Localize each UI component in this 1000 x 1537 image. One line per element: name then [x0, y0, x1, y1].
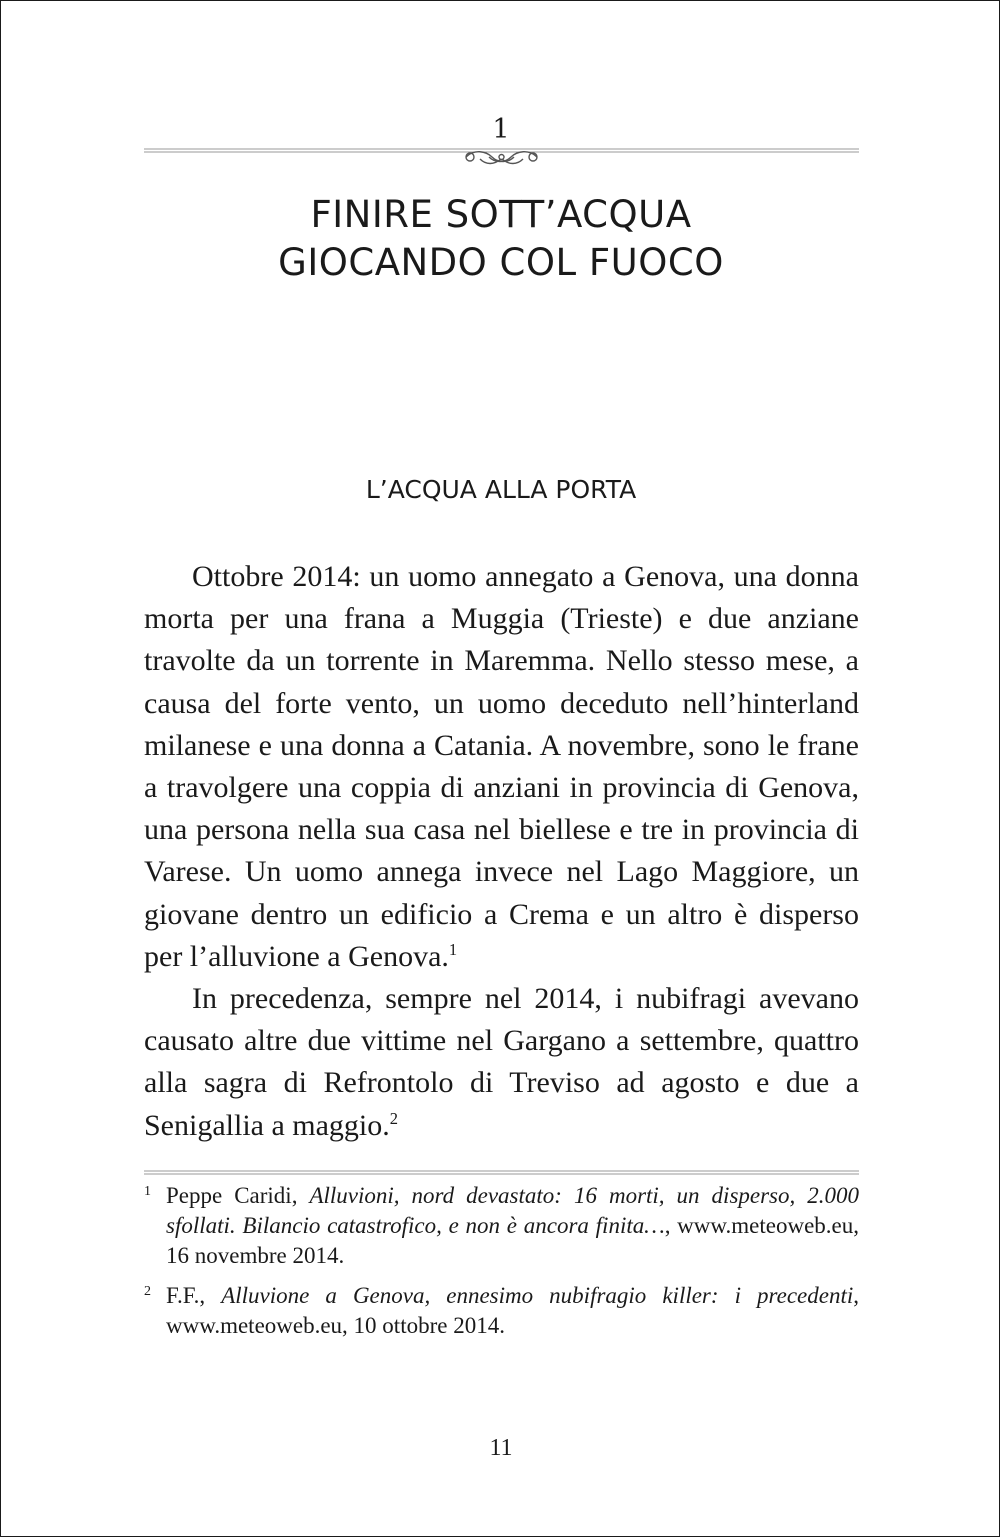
section-heading: L’ACQUA ALLA PORTA: [365, 475, 637, 504]
paragraph: [144, 556, 859, 978]
footnote-author: F.F.,: [166, 1283, 222, 1308]
footnote-ref: 1: [448, 939, 458, 959]
footnote-ref: 2: [389, 1108, 399, 1128]
footnote-title: Alluvioni, nord devastato: 16 morti, un disperso, 2.000 sfollati. Bilancio catastrofico, e non è ancora finita…: [166, 1183, 860, 1238]
footnote-number: 1: [144, 1184, 151, 1199]
footnote-number: 2: [144, 1284, 151, 1299]
paragraph: [144, 978, 859, 1147]
footnote-divider: [144, 1170, 859, 1176]
footnote: [144, 1181, 859, 1271]
chapter-title-line-1: FINIRE SOTT’ACQUA: [310, 193, 692, 236]
footnote-text: [166, 1181, 859, 1271]
paragraph-text: Ottobre 2014: un uomo annegato a Genova, una donna morta per una frana a Muggia (Trieste) e due anziane travolte da un torrente in Maremma. Nello stesso mese, a causa del forte vento, un uomo deceduto nell’hinterland milanese e una donna a Catania. A novembre, sono le frane a travolgere una coppia di anziani in provincia di Genova, una persona nella sua casa nel biellese e tre in provincia di Varese. Un uomo annega invece nel Lago Maggiore, un giovane dentro un edificio a Crema e un altro è disperso per l’alluvione a Genova.: [144, 560, 859, 973]
ornament-divider-icon: [144, 147, 859, 167]
chapter-title: [1, 191, 1000, 287]
footnote: [144, 1281, 859, 1341]
page-number: 11: [489, 1435, 513, 1461]
chapter-number: 1: [492, 114, 510, 145]
footnotes: [144, 1181, 859, 1351]
footnote-source: , www.meteoweb.eu, 16 novembre 2014.: [166, 1213, 859, 1268]
footnote-text: [166, 1281, 859, 1341]
body-text: [144, 556, 859, 1147]
footnote-source: , www.meteoweb.eu, 10 ottobre 2014.: [166, 1283, 859, 1338]
footnote-author: Peppe Caridi,: [166, 1183, 310, 1208]
paragraph-text: In precedenza, sempre nel 2014, i nubifragi avevano causato altre due vittime nel Gargano a settembre, quattro alla sagra di Refrontolo di Treviso ad agosto e due a Senigallia a maggio.: [144, 982, 859, 1142]
footnote-title: Alluvione a Genova, ennesimo nubifragio killer: i precedenti: [221, 1283, 854, 1308]
chapter-title-line-2: GIOCANDO COL FUOCO: [278, 241, 724, 284]
